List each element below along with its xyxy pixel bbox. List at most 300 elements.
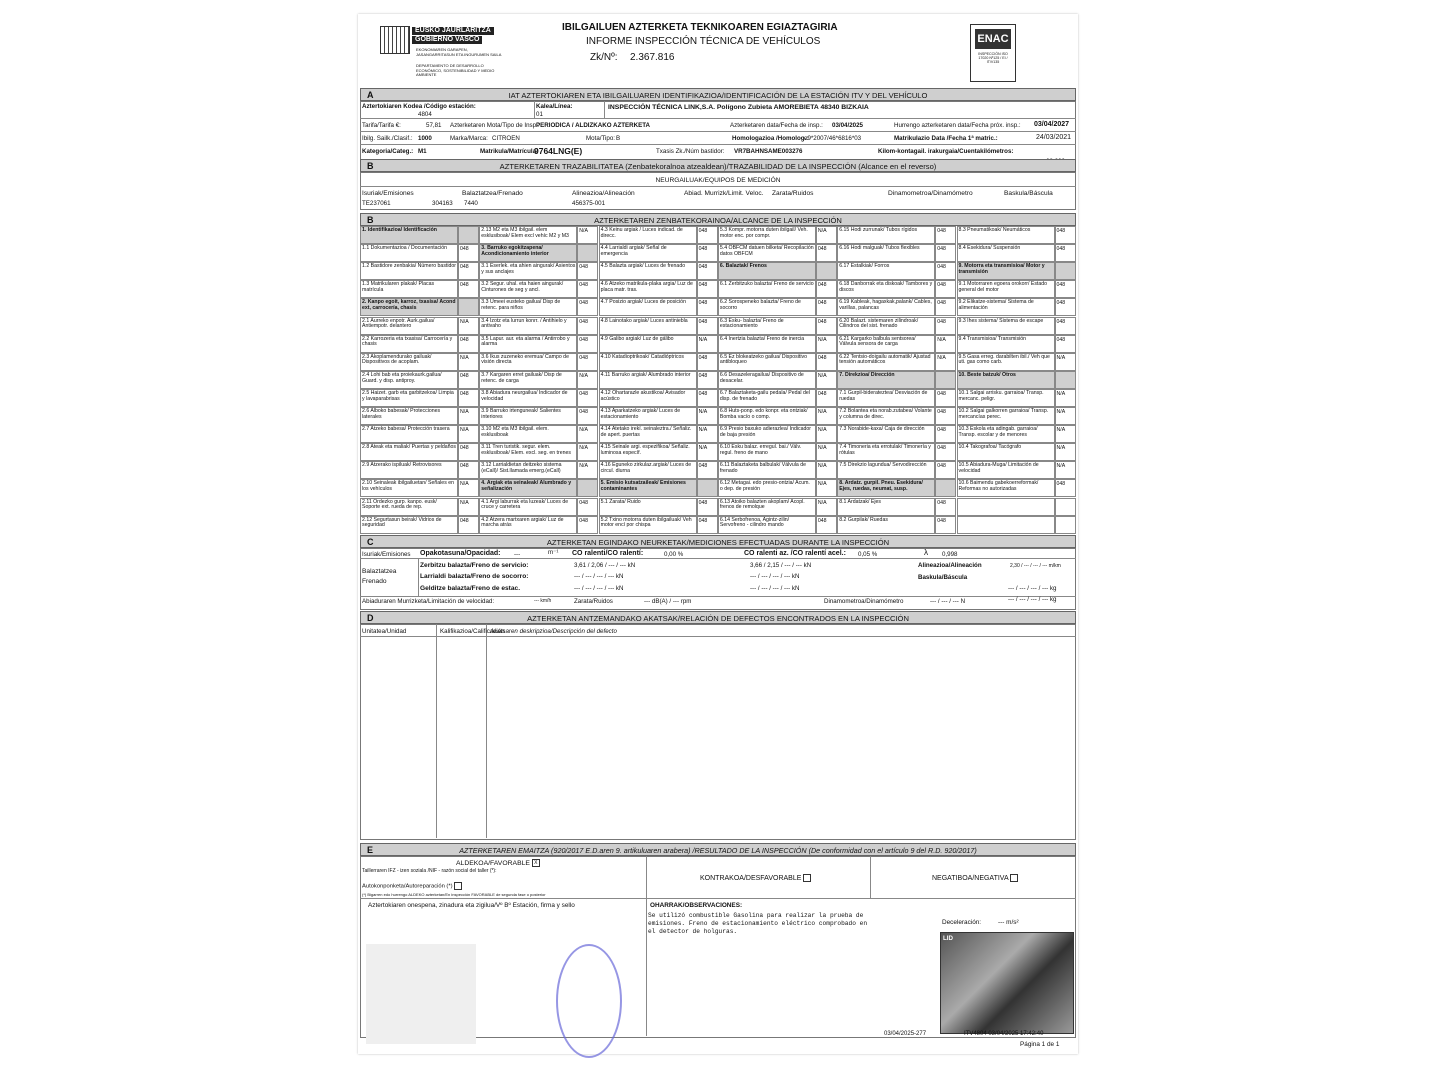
- section-d-header: D AZTERKETAN ANTZEMANDAKO AKATSAK/RELACIÓN DE DEFECTOS ENCONTRADOS EN LA INSPECCIÓN: [360, 611, 1076, 624]
- scope-item: 6.2 Sorospeneko balazta/ Freno de socorro: [718, 298, 816, 316]
- insp-date-label: Azterketaren data/Fecha de insp.:: [730, 122, 823, 129]
- scope-item: 2.12 Segurtasun beirak/ Vidrios de seguridad: [360, 516, 458, 534]
- tariff-label: Tarifa/Tarifa €:: [362, 122, 401, 129]
- scope-result: 048: [697, 516, 718, 534]
- opacity: ---: [514, 551, 521, 558]
- report-number-label: Zk/Nº:: [590, 52, 618, 63]
- scope-item: 5.2 Txino motorra duten ibilgailuak/ Veh motor encí por chispa: [599, 516, 697, 534]
- scope-result: N/A: [697, 407, 718, 425]
- scope-result: 048: [458, 443, 479, 461]
- scope-item: 9.5 Gasa erreg. darabilten ibil./ Veh que uti. gas como carb.: [957, 353, 1055, 371]
- scope-result: [577, 244, 598, 262]
- scope-item: 7.5 Direkzio lagundua/ Servodirección: [837, 461, 935, 479]
- scope-result: N/A: [816, 498, 837, 516]
- speed-label: Abiaduraren Murrizketa/Limitación de velocidad:: [362, 598, 495, 605]
- scope-item: 4.15 Seinale argi. espezifikoa/ Señaliz. luminosa específ.: [599, 443, 697, 461]
- scope-item: 4.9 Galibo argiak/ Luz de gálibo: [599, 335, 697, 353]
- scope-result: N/A: [458, 479, 479, 497]
- scope-item: 6. Balaztak/ Frenos: [718, 262, 816, 280]
- scope-item: 4.12 Ohartarazle akustikoa/ Avisador acústico: [599, 389, 697, 407]
- scope-result: N/A: [458, 353, 479, 371]
- scope-result: N/A: [816, 425, 837, 443]
- scope-item: 1. Identifikazioa/ Identificación: [360, 226, 458, 244]
- scope-result: N/A: [816, 226, 837, 244]
- cat-label: Kategoria/Categ.:: [362, 148, 414, 155]
- deceleration-label: Deceleración:: [942, 919, 982, 926]
- logo-line-1: EUSKO JAURLARITZA: [412, 27, 494, 35]
- scope-result: [1055, 262, 1076, 280]
- scope-result: N/A: [577, 443, 598, 461]
- co-accel-label: CO ralenti az. /CO ralentí acel.:: [744, 550, 846, 557]
- scope-item: 7.3 Norabide-kaxa/ Caja de dirección: [837, 425, 935, 443]
- scope-item: 4.11 Barruko argiak/ Alumbrado interior: [599, 371, 697, 389]
- scope-result: 048: [577, 389, 598, 407]
- scope-item: 2. Kanpo egoit, karroz, txasisa/ Acond ext, carrocería, chasis: [360, 298, 458, 316]
- scope-result: 048: [697, 244, 718, 262]
- scope-item: 8.1 Ardatzak/ Ejes: [837, 498, 935, 516]
- scope-item: 2.13 M2 eta M3 ibilgail. elem esklusiboak/ Elem excl vehíc M2 y M3: [479, 226, 577, 244]
- scope-result: N/A: [816, 407, 837, 425]
- scope-item: 10.4 Takografoa/ Tacógrafo: [957, 443, 1055, 461]
- scope-item: 6.14 Serbofrenoa, Agintz-zilin/ Servofreno - cilindro mando: [718, 516, 816, 534]
- scope-result: 048: [577, 407, 598, 425]
- scope-result: 048: [458, 371, 479, 389]
- document-reference: 03/04/2025-277: [884, 1031, 927, 1037]
- scope-item: 3.10 M2 eta M3 ibilgail. elem. esklusiboak: [479, 425, 577, 443]
- scope-item: 7.1 Gurpil-biderateztea/ Desviación de ruedas: [837, 389, 935, 407]
- self-repair-checkbox[interactable]: [454, 882, 462, 890]
- scope-result: 048: [935, 317, 956, 335]
- scope-result: [577, 479, 598, 497]
- equipment-col-3: Abiad. Murrizk/Limit. Veloc.: [684, 190, 764, 197]
- brand-label: Marka/Marca:: [450, 135, 488, 142]
- scope-result: 048: [935, 262, 956, 280]
- scope-result: N/A: [458, 407, 479, 425]
- station-name: INSPECCIÓN TÉCNICA LINK,S.A. Polígono Zubieta AMOREBIETA 48340 BIZKAIA: [608, 104, 869, 111]
- scope-item: 3.1 Eserlek. eta ahien aingurak/ Asientos y sus anclajes: [479, 262, 577, 280]
- inspection-report-page: [358, 14, 1078, 1054]
- equipment-col-0: Isuriak/Emisiones: [362, 190, 414, 197]
- scope-result: 048: [697, 461, 718, 479]
- scope-item: 3.12 Larrialdietan deitzeko sistema (eCall)/ Sist.llamada emerg.(eCall): [479, 461, 577, 479]
- scope-item: 6.16 Hodi malguak/ Tubos flexibles: [837, 244, 935, 262]
- scope-result: N/A: [1055, 353, 1076, 371]
- scope-item: 2.8 Ateak eta maliak/ Puertas y peldaños: [360, 443, 458, 461]
- scope-result: 048: [458, 280, 479, 298]
- scope-item: 2.7 Atzeko babesa/ Protección trasera: [360, 425, 458, 443]
- scope-result: 048: [935, 407, 956, 425]
- insp-type: PERIODICA / ALDIZKAKO AZTERKETA: [536, 122, 651, 129]
- co-idle: 0,00 %: [664, 551, 684, 558]
- vin: VR7BAHNSAME003276: [734, 148, 803, 155]
- scope-item: 8.4 Esekidura/ Suspensión: [957, 244, 1055, 262]
- scope-result: N/A: [1055, 389, 1076, 407]
- scope-item: 2.11 Ordezko gurp. kanpo. eusk/ Soporte ext. rueda de rep.: [360, 498, 458, 516]
- class: 1000: [418, 135, 432, 142]
- scope-item: 6.10 Esku balaz. erregul. bai./ Válv. regul. freno de mano: [718, 443, 816, 461]
- brakes-label: Balaztatzea Frenado: [362, 568, 397, 585]
- scope-item: 3.8 Abiadura neurgailua/ Indicador de velocidad: [479, 389, 577, 407]
- service-brake-f1: 3,61 / 2,06 / --- / --- kN: [574, 562, 636, 569]
- scope-result: N/A: [816, 371, 837, 389]
- scope-result: 048: [458, 461, 479, 479]
- scope-result: 048: [697, 317, 718, 335]
- signature-area: [366, 944, 476, 1044]
- scope-result: [816, 262, 837, 280]
- scope-item: 10.1 Salgai arrisku. garraioa/ Transp. mercanc. peligr.: [957, 389, 1055, 407]
- scope-item: 6.21 Kargarko balbula sentsorea/ Válvula sensora de carga: [837, 335, 935, 353]
- equipment-col-6: Baskula/Báscula: [1004, 190, 1053, 197]
- scope-item: 3.2 Segur. uhal. eta haien aingurak/ Cinturones de seg y ancl.: [479, 280, 577, 298]
- relief-brake-f1: --- / --- / --- / --- kN: [574, 573, 624, 580]
- scope-item: 4.13 Aparkatzeko argiak/ Luces de estacionamiento: [599, 407, 697, 425]
- scope-result: 048: [697, 389, 718, 407]
- scope-result: 048: [816, 244, 837, 262]
- report-number: 2.367.816: [630, 52, 675, 63]
- scope-item: 10.5 Abiadura-Muga/ Limitación de velocidad: [957, 461, 1055, 479]
- scope-item: 6.5 Ez blokeatzeko gailua/ Dispositivo antibloqueo: [718, 353, 816, 371]
- defects-description-header: Akatsaren deskripzioa/Descripción del defecto: [490, 628, 617, 635]
- model-label: Mota/Tipo:: [586, 135, 616, 142]
- scope-item: 4.5 Balazta argiak/ Luces de frenado: [599, 262, 697, 280]
- scope-item: 9.2 Elikatze-sistema/ Sistema de alimentación: [957, 298, 1055, 316]
- scope-result: 048: [577, 335, 598, 353]
- scope-item: 2.2 Karrozeria eta txasisa/ Carrocería y chasis: [360, 335, 458, 353]
- scope-item: 7.2 Bolantea eta norab.zutabea/ Volante y columna de direc.: [837, 407, 935, 425]
- scope-result: [1055, 516, 1076, 534]
- scope-result: N/A: [458, 425, 479, 443]
- emissions-label: Isuriak/Emisiones: [362, 551, 411, 558]
- scope-result: 048: [577, 280, 598, 298]
- scope-result: 048: [935, 425, 956, 443]
- scope-result: 048: [816, 280, 837, 298]
- scope-item: 2.4 Lohi bab eta proiekaurk.gailua/ Guard. y disp. antiproy.: [360, 371, 458, 389]
- homolog: e9*2007/46*6816*03: [804, 135, 862, 142]
- scope-result: 048: [458, 516, 479, 534]
- scope-item: 5. Emisio kutsatzaileak/ Emisiones contaminantes: [599, 479, 697, 497]
- equip-val-brakes-1: 304163: [432, 200, 453, 207]
- reg-date: 24/03/2021: [1036, 134, 1072, 141]
- scope-result: 048: [577, 498, 598, 516]
- equip-val-brakes-2: 7440: [464, 200, 478, 207]
- scope-item: 6.13 Atoiko balazten akoplam/ Acopl. frenos de remolque: [718, 498, 816, 516]
- scope-item: 7. Direkzioa/ Dirección: [837, 371, 935, 389]
- scope-item: 4.4 Larrialdi argiak/ Señal de emergencia: [599, 244, 697, 262]
- equipment-col-4: Zarata/Ruidos: [772, 190, 814, 197]
- vin-label: Txasis Zk./Núm bastidor:: [656, 148, 725, 155]
- relief-brake-f2: --- / --- / --- / --- kN: [750, 573, 800, 580]
- dyno-label: Dinamometroa/Dinamómetro: [824, 598, 904, 605]
- scope-result: 048: [1055, 479, 1076, 497]
- next-date: 03/04/2027: [1034, 121, 1070, 128]
- self-repair-note: (*) Bigarren edo hurrengo ALDEKO azterketan/En inspección FAVORABLE de segunda fase o posterior: [362, 892, 546, 897]
- equipment-col-2: Alineazioa/Alineación: [572, 190, 635, 197]
- scope-result: 048: [935, 443, 956, 461]
- station-stamp-label: Aztertokiaren onespena, zinadura eta zigilua/Vº Bº Estación, firma y sello: [368, 902, 575, 909]
- scope-item: 3.11 Tren turistik. segur. elem. esklusiboak/ Elem. excl. seg. en trenes: [479, 443, 577, 461]
- scale-2: --- / --- / --- / --- kg: [1008, 596, 1057, 603]
- scope-result: 048: [577, 317, 598, 335]
- scope-item: 7.4 Timoneria eta errotulak/ Timonería y rótulas: [837, 443, 935, 461]
- cat: M1: [418, 148, 427, 155]
- scope-result: 048: [697, 498, 718, 516]
- homolog-label: Homologazioa /Homolog.:: [732, 135, 809, 142]
- scope-result: N/A: [1055, 407, 1076, 425]
- enac-logo: ENAC: [975, 29, 1011, 49]
- scope-item: 6.11 Balaztaketa balbulak/ Válvula de frenado: [718, 461, 816, 479]
- workshop-label: Taillerraren IFZ - izen soziala /NIF - razón social del taller (*):: [362, 868, 497, 874]
- plate: 9764LNG(E): [534, 146, 583, 156]
- service-brake-label: Zerbitzu balazta/Freno de servicio:: [420, 562, 529, 569]
- vehicle-photo: [940, 932, 1074, 1034]
- scope-result: N/A: [935, 353, 956, 371]
- equip-val-emissions: TE237061: [362, 200, 391, 207]
- section-b1-header: B AZTERKETAREN TRAZABILITATEA (Zenbatekoralnoa atzealdean)/TRAZABILIDAD DE LA INSPECCIÓN (Alcance en el reverso): [360, 159, 1076, 172]
- favorable-label: ALDEKOA/FAVORABLE X: [456, 859, 540, 867]
- reg-date-label: Matrikulazio Data /Fecha 1ª matric.:: [894, 135, 998, 142]
- scope-result: 048: [697, 353, 718, 371]
- next-date-label: Hurrengo azterketaren data/Fecha próx. insp.:: [894, 122, 1021, 129]
- scope-result: 048: [577, 298, 598, 316]
- scope-item: 4.14 Atetako irekí. seinaleztra./ Señaliz. de apert. puertas: [599, 425, 697, 443]
- scope-item: 3.4 Izotz eta lurrun konrr. / Antihielo y antivaho: [479, 317, 577, 335]
- scope-item: 6.19 Kableak, hagaxkak,palank/ Cables, varillas, palancas: [837, 298, 935, 316]
- dyno: --- / --- / --- N: [930, 598, 966, 605]
- scope-item: 1.3 Matrikularen plakak/ Placas matrícula: [360, 280, 458, 298]
- scope-item: 6.12 Metagai. edo presio-ontzia/ Acum. o dep. de presión: [718, 479, 816, 497]
- observations-label: OHARRAK/OBSERVACIONES:: [650, 902, 743, 909]
- opacity-unit: m⁻¹: [548, 549, 559, 556]
- scope-item: 5.4 OBFCM datuen bilketa/ Recopilación datos OBFCM: [718, 244, 816, 262]
- station-code: 4804: [418, 111, 432, 118]
- scope-result: 048: [816, 317, 837, 335]
- scope-item: 3.3 Umeei eusteko gailua/ Disp de retenc. para niños: [479, 298, 577, 316]
- scope-item: 3. Barruko egokitzapena/ Acondicionamiento interior: [479, 244, 577, 262]
- alignment-label: Alineazioa/Alineación: [918, 562, 982, 569]
- scope-item: 6.6 Desazeleragailua/ Dispositivo de desacelar.: [718, 371, 816, 389]
- scope-item: [957, 498, 1055, 516]
- line-label: Kalea/Línea:: [536, 103, 573, 110]
- scope-result: [1055, 371, 1076, 389]
- scope-item: 3.9 Barruko irtenguneak/ Salientes interiores: [479, 407, 577, 425]
- scope-item: 10. Beste batzuk/ Otros: [957, 371, 1055, 389]
- scope-result: N/A: [577, 371, 598, 389]
- scope-result: N/A: [816, 461, 837, 479]
- unfavorable-label: KONTRAKOA/DESFAVORABLE: [700, 874, 811, 882]
- unfavorable-checkbox[interactable]: [803, 874, 811, 882]
- parking-brake-f2: --- / --- / --- / --- kN: [750, 585, 800, 592]
- scope-item: 4.1 Argi laburrak eta luzeak/ Luces de cruce y carretera: [479, 498, 577, 516]
- scope-result: N/A: [458, 317, 479, 335]
- service-brake-f2: 3,66 / 2,15 / --- / --- kN: [750, 562, 812, 569]
- scope-item: 4.10 Katadioptrikoak/ Catadióptricos: [599, 353, 697, 371]
- noise: --- dB(A) / --- rpm: [644, 598, 692, 605]
- insp-type-label: Azterketaren Mota/Tipo de Insp.:: [450, 122, 540, 129]
- scope-item: 8.3 Pneumatikoak/ Neumáticos: [957, 226, 1055, 244]
- scope-item: 9.1 Motorraren egoera orokorr/ Estado general del motor: [957, 280, 1055, 298]
- negative-label: NEGATIBOA/NEGATIVA: [932, 874, 1018, 882]
- scope-item: 6.1 Zerbitzuko balazta/ Freno de servicio: [718, 280, 816, 298]
- equipment-col-5: Dinamometroa/Dinamómetro: [888, 190, 973, 197]
- scope-result: N/A: [816, 335, 837, 353]
- scope-result: 048: [458, 389, 479, 407]
- scope-item: 10.3 Eskola eta adingab. garraioa/ Transp. escolar y de menores: [957, 425, 1055, 443]
- scope-result: 048: [935, 244, 956, 262]
- scope-item: 3.6 Ikus zuzeneko eremua/ Campo de visión directa: [479, 353, 577, 371]
- scope-item: 9. Motorra eta transmisioa/ Motor y transmisión: [957, 262, 1055, 280]
- scope-item: 6.15 Hodi zurrunak/ Tubos rígidos: [837, 226, 935, 244]
- alignment: 2,30 / --- / --- / --- m/km: [1010, 563, 1061, 569]
- observations-text: Se utilizó combustible Gasolina para realizar la prueba de emisiones. Freno de estacionamiento eléctrico comprobado en el detector de holguras.: [648, 912, 868, 935]
- scope-item: 4.6 Atzeko matrikula-plaka argia/ Luz de placa matr. tras.: [599, 280, 697, 298]
- scope-item: 1.1 Dokumentazioa / Documentación: [360, 244, 458, 262]
- scope-result: N/A: [577, 461, 598, 479]
- scope-result: [697, 479, 718, 497]
- line-value: 01: [536, 111, 543, 118]
- scope-item: 8. Ardatz. gurpil. Pneu. Esekidura/ Ejes, ruedas, neumat, susp.: [837, 479, 935, 497]
- scope-item: 6.20 Balazt. sistemaren zilindroak/ Cilindros del sist. frenado: [837, 317, 935, 335]
- scope-result: 048: [697, 262, 718, 280]
- speed: --- km/h: [534, 598, 552, 604]
- scope-item: 6.18 Danborrak eta diskoak/ Tambores y discos: [837, 280, 935, 298]
- self-repair-label: Autokonponketa/Autoreparación (*): [362, 882, 462, 891]
- logo-line-2: GOBIERNO VASCO: [412, 36, 482, 44]
- scope-result: N/A: [577, 425, 598, 443]
- scope-result: 048: [935, 498, 956, 516]
- scope-result: 048: [935, 280, 956, 298]
- title-eu: IBILGAILUEN AZTERKETA TEKNIKOAREN EGIAZTAGIRIA: [562, 22, 838, 33]
- scope-item: 1.2 Bastidore zenbakia/ Número bastidor: [360, 262, 458, 280]
- scope-item: 6.7 Balaztaketa-gailu pedala/ Pedal del disp. de frenado: [718, 389, 816, 407]
- scope-result: 048: [577, 353, 598, 371]
- defects-qualification-header: Kalifikazioa/Calificación: [440, 628, 505, 635]
- page-number: Página 1 de 1: [1020, 1041, 1060, 1048]
- scope-result: 048: [697, 298, 718, 316]
- title-es: INFORME INSPECCIÓN TÉCNICA DE VEHÍCULOS: [586, 36, 821, 47]
- section-e-header: E AZTERKETAREN EMAITZA (920/2017 E.D.aren 9. artikuluaren arabera) /RESULTADO DE LA INSPECCIÓN (De conformidad con el artículo 9 del R.D. 920/2017): [360, 843, 1076, 856]
- negative-checkbox[interactable]: [1010, 874, 1018, 882]
- scope-item: 3.7 Kargaren erret gailuak/ Disp de retenc. de carga: [479, 371, 577, 389]
- scope-result: 048: [935, 461, 956, 479]
- scope-item: 6.17 Estalkiak/ Forros: [837, 262, 935, 280]
- scope-result: [458, 298, 479, 316]
- scope-result: N/A: [697, 425, 718, 443]
- scope-item: 10.6 Baimendu gabekoerreformak/ Reformas no autorizadas: [957, 479, 1055, 497]
- plate-label: Matrikula/Matrícula:: [480, 148, 539, 155]
- scope-item: 2.3 Akoplamendurako gailuak/ Dispositivos de acoplam.: [360, 353, 458, 371]
- model: B: [616, 135, 621, 142]
- equip-val-alignment: 456375-001: [572, 200, 606, 207]
- equipment-col-1: Balaztatzea/Frenado: [462, 190, 523, 197]
- scope-item: 2.10 Seinaleak ibilgailuetan/ Señales en los vehículos: [360, 479, 458, 497]
- basque-government-shield-icon: [380, 26, 410, 54]
- scope-item: 6.3 Esku- balazta/ Freno de estacionamiento: [718, 317, 816, 335]
- scope-result: 048: [935, 298, 956, 316]
- scope-item: 10.2 Salgai galkorren garraioa/ Transp. mercancías perec.: [957, 407, 1055, 425]
- scope-result: N/A: [1055, 461, 1076, 479]
- co-idle-label: CO ralenti/CO ralentí:: [572, 550, 644, 557]
- scope-result: [1055, 498, 1076, 516]
- scope-item: 4.16 Eguneko zirkulaz.argiak/ Luces de circul. diurna: [599, 461, 697, 479]
- tariff: 57,81: [426, 122, 442, 129]
- station-code-label: Aztertokiaren Kodea /Código estación:: [362, 103, 476, 110]
- scope-item: [957, 516, 1055, 534]
- scope-result: 048: [1055, 298, 1076, 316]
- scope-result: 048: [1055, 244, 1076, 262]
- scope-result: 048: [1055, 226, 1076, 244]
- scope-item: 3.5 Lapur. aur. eta alarma / Antirrobo y alarma: [479, 335, 577, 353]
- favorable-checkbox[interactable]: X: [532, 859, 540, 867]
- scope-item: 6.8 Huts-ponp. edo konpr. eta ontziak/ Bomba vacío o comp.: [718, 407, 816, 425]
- section-b2-header: B AZTERKETAREN ZENBATEKORAINOA/ALCANCE DE LA INSPECCIÓN: [360, 213, 1076, 226]
- scope-item: 4.2 Atzera martxaren argiak/ Luz de marcha atrás: [479, 516, 577, 534]
- scope-result: 048: [816, 353, 837, 371]
- scope-result: 048: [458, 335, 479, 353]
- brand: CITROEN: [492, 135, 520, 142]
- scope-result: N/A: [1055, 425, 1076, 443]
- co-accel: 0,05 %: [858, 551, 878, 558]
- scope-result: [458, 226, 479, 244]
- scale-label: Baskula/Báscula: [918, 574, 968, 581]
- photo-tag: LID: [943, 935, 953, 942]
- scope-result: 048: [577, 262, 598, 280]
- scope-result: 048: [697, 280, 718, 298]
- scope-result: 048: [935, 389, 956, 407]
- scope-item: 8.2 Gurpilak/ Ruedas: [837, 516, 935, 534]
- scope-result: N/A: [1055, 443, 1076, 461]
- insp-date: 03/04/2025: [832, 122, 863, 129]
- section-a-header: A IAT AZTERTOKIAREN ETA IBILGAILUAREN IDENTIFIKAZIOA/IDENTIFICACIÓN DE LA ESTACIÓN ITV Y DEL VEHÍCULO: [360, 88, 1076, 101]
- department-eu: EKONOMIAREN GARAPEN, JASANGARRITASUN ETA INGURUMEN SAILA: [416, 47, 502, 57]
- scope-item: 5.3 Kompr. motorra duten ibilgail/ Veh. motor enc. por compr.: [718, 226, 816, 244]
- scope-item: 2.6 Alboko babesak/ Protecciones laterales: [360, 407, 458, 425]
- scope-result: [935, 371, 956, 389]
- scope-result: 048: [697, 371, 718, 389]
- scope-result: N/A: [935, 335, 956, 353]
- defects-unit-header: Unitatea/Unidad: [362, 628, 407, 635]
- scope-item: 5.1 Zarata/ Ruido: [599, 498, 697, 516]
- scope-result: 048: [935, 516, 956, 534]
- parking-brake-f1: --- / --- / --- / --- kN: [574, 585, 624, 592]
- scope-result: N/A: [458, 498, 479, 516]
- scope-item: 6.9 Presio baxuko adierazlea/ Indicador de baja presión: [718, 425, 816, 443]
- scope-result: 048: [816, 298, 837, 316]
- scope-result: N/A: [816, 479, 837, 497]
- scope-result: N/A: [816, 443, 837, 461]
- scope-item: 9.4 Transmisioa/ Transmisión: [957, 335, 1055, 353]
- scope-item: 2.1 Aurreko enpotr. Aurk.gailua/ Antiempotr. delantero: [360, 317, 458, 335]
- scope-item: 4.3 Keinu argiak / Luces indicad. de direcc.: [599, 226, 697, 244]
- scope-result: N/A: [697, 443, 718, 461]
- noise-label: Zarata/Ruidos: [574, 598, 613, 605]
- enac-subtext: INSPECCIÓN ISO 17020 Nº125 / EI / IT/V135: [978, 52, 1008, 64]
- defects-table: [360, 624, 1076, 840]
- station-stamp-icon: [556, 944, 622, 1058]
- scope-result: N/A: [697, 335, 718, 353]
- lambda-label: λ: [924, 548, 928, 557]
- scope-result: 048: [577, 516, 598, 534]
- scope-result: 048: [935, 226, 956, 244]
- scope-item: 6.4 Inertzia balazta/ Freno de inercia: [718, 335, 816, 353]
- scope-result: 048: [816, 516, 837, 534]
- scale-1: --- / --- / --- / --- kg: [1008, 585, 1057, 592]
- scope-item: 4. Argiak eta seinaleak/ Alumbrado y señalización: [479, 479, 577, 497]
- scope-result: 048: [458, 244, 479, 262]
- section-c-header: C AZTERKETAN EGINDAKO NEURKETAK/MEDICIONES EFECTUADAS DURANTE LA INSPECCIÓN: [360, 535, 1076, 548]
- department-es: DEPARTAMENTO DE DESARROLLO ECONÓMICO, SOSTENIBILIDAD Y MEDIO AMBIENTE: [416, 63, 495, 77]
- scope-result: N/A: [577, 226, 598, 244]
- scope-item: 4.8 Lainotako argiak/ Luces antiniebla: [599, 317, 697, 335]
